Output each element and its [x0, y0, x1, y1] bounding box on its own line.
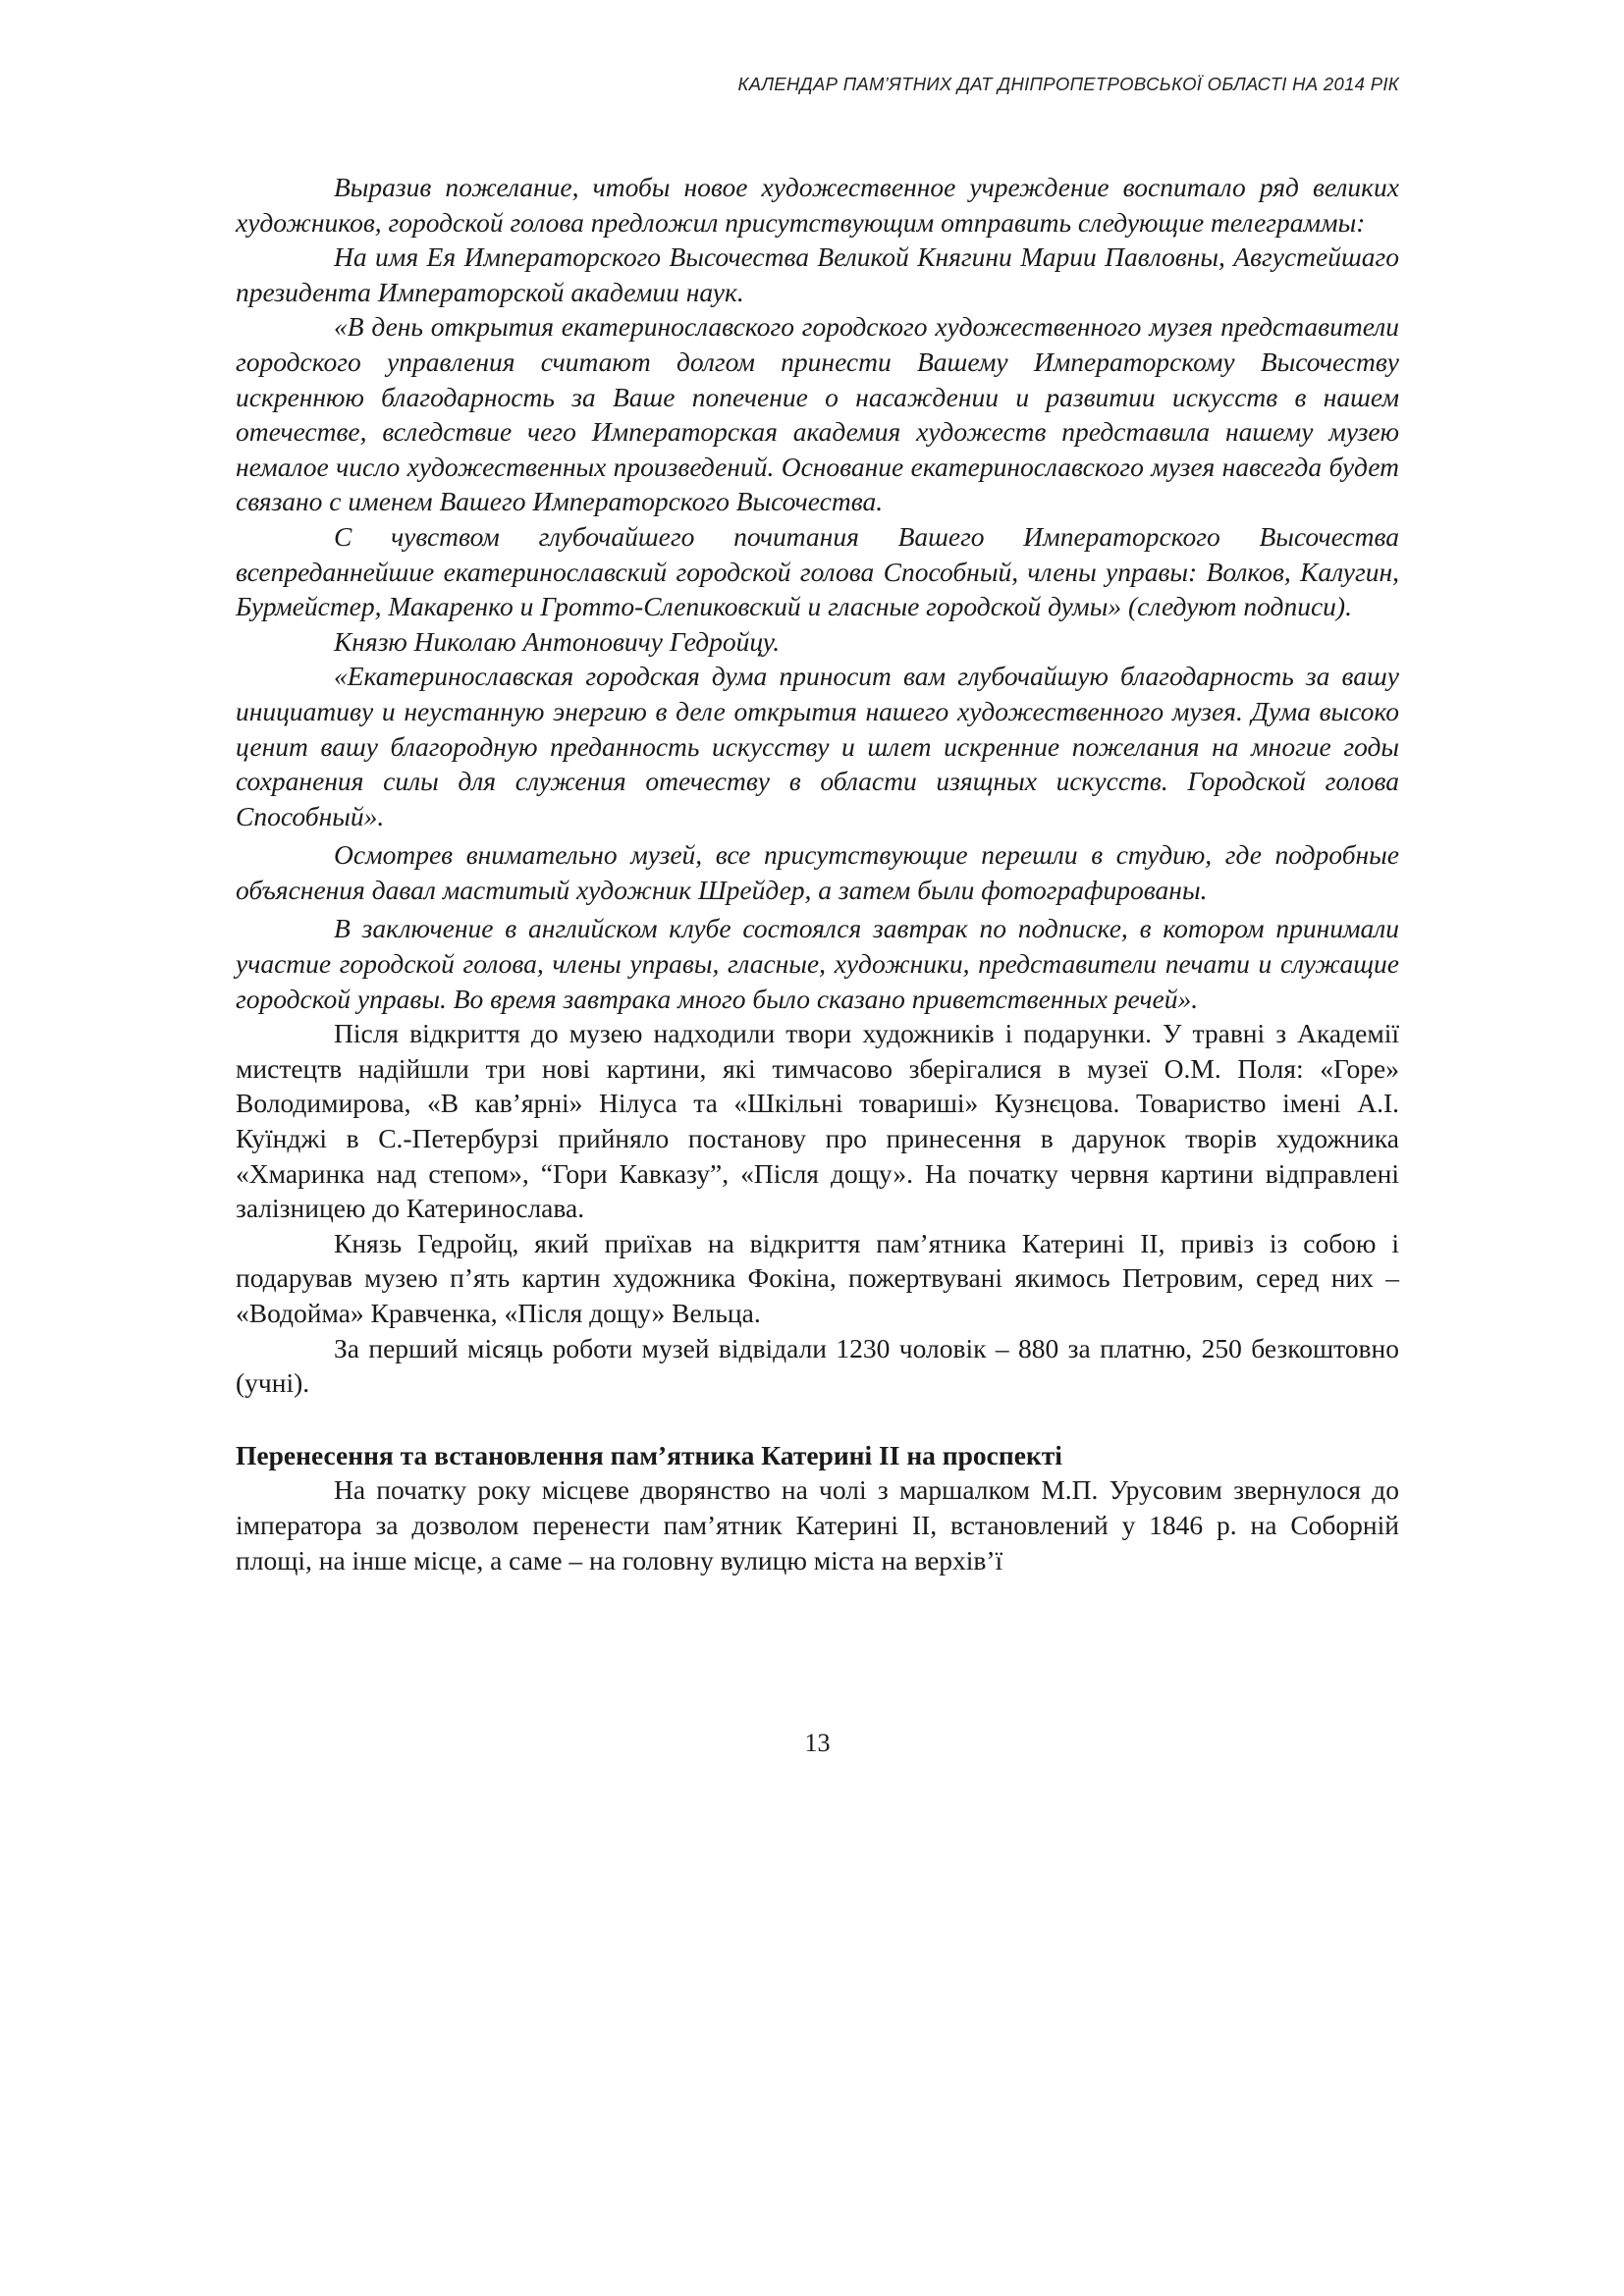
paragraph: За перший місяць роботи музей відвідали 1230 чоловік – 880 за платню, 250 безкоштовно (учні). — [236, 1332, 1399, 1399]
paragraph: Князь Гедройц, який приїхав на відкриття пам’ятника Катерині ІІ, привіз із собою і подарував музею п’ять картин художника Фокіна, пожертвувані якимось Петровим, серед них – «Водойма» Кравченка, «Після дощу» Вельца. — [236, 1227, 1399, 1328]
page-number: 13 — [804, 1729, 831, 1757]
section-heading: Перенесення та встановлення пам’ятника Катерині ІІ на проспекті — [236, 1439, 1062, 1470]
page-body — [236, 170, 1399, 1577]
paragraph: Після відкриття до музею надходили твори художників і подарунки. У травні з Академії мистецтв надійшли три нові картини, які тимчасово зберігалися в музеї О.М. Поля: «Горе» Володимирова, «В кав’ярні» Нілуса та «Шкільні товариші» Кузнєцова. Товариство імені А.І. Куїнджі в С.-Петербурзі прийняло постанову про принесення в дарунок творів художника «Хмаринка над степом», “Гори Кавказу”, «Після дощу». На початку червня картини відправлені залізницею до Катеринослава. — [236, 1018, 1399, 1224]
paragraph: «Екатеринославская городская дума приносит вам глубочайшую благодарность за вашу инициативу и неустанную энергию в деле открытия нашего художественного музея. Дума высоко ценит вашу благородную преданность искусству и шлет искренние пожелания на многие годы сохранения силы для служения отечеству в области изящных искусств. Городской голова Способный». — [236, 661, 1399, 831]
running-header: КАЛЕНДАР ПАМ’ЯТНИХ ДАТ ДНІПРОПЕТРОВСЬКОЇ ОБЛАСТІ НА 2014 РІК — [737, 74, 1399, 94]
paragraph: На имя Ея Императорского Высочества Великой Княгини Марии Павловны, Августейшаго президента Императорской академии наук. — [236, 241, 1399, 307]
paragraph: На початку року місцеве дворянство на чолі з маршалком М.П. Урусовим звернулося до імператора за дозволом перенести пам’ятник Катерині ІІ, встановлений у 1846 р. на Соборній площі, на інше місце, а саме – на головну вулицю міста на верхів’ї — [236, 1474, 1399, 1575]
paragraph: В заключение в английском клубе состоялся завтрак по подписке, в котором принимали участие городской голова, члены управы, гласные, художники, представители печати и служащие городской управы. Во время завтрака много было сказано приветственных речей». — [236, 913, 1399, 1014]
paragraph: С чувством глубочайшего почитания Вашего Императорского Высочества всепреданнейшие екатеринославский городской голова Способный, члены управы: Волков, Калугин, Бурмейстер, Макаренко и Гротто-Слепиковский и гласные городской думы» (следуют подписи). — [236, 520, 1399, 622]
paragraph: «В день открытия екатеринославского городского художественного музея представители городского управления считают долгом принести Вашему Императорскому Высочеству искреннюю благодарность за Ваше попечение о насаждении и развитии искусств в нашем отечестве, вследствие чего Императорская академия художеств представила нашему музею немалое число художественных произведений. Основание екатеринославского музея навсегда будет связано с именем Вашего Императорского Высочества. — [236, 311, 1399, 517]
paragraph: Выразив пожелание, чтобы новое художественное учреждение воспитало ряд великих художников, городской голова предложил присутствующим отправить следующие телеграммы: — [236, 172, 1399, 238]
paragraph: Князю Николаю Антоновичу Гедройцу. — [334, 625, 781, 657]
paragraph: Осмотрев внимательно музей, все присутствующие перешли в студию, где подробные объяснения давал маститый художник Шрейдер, а затем были фотографированы. — [236, 839, 1399, 905]
